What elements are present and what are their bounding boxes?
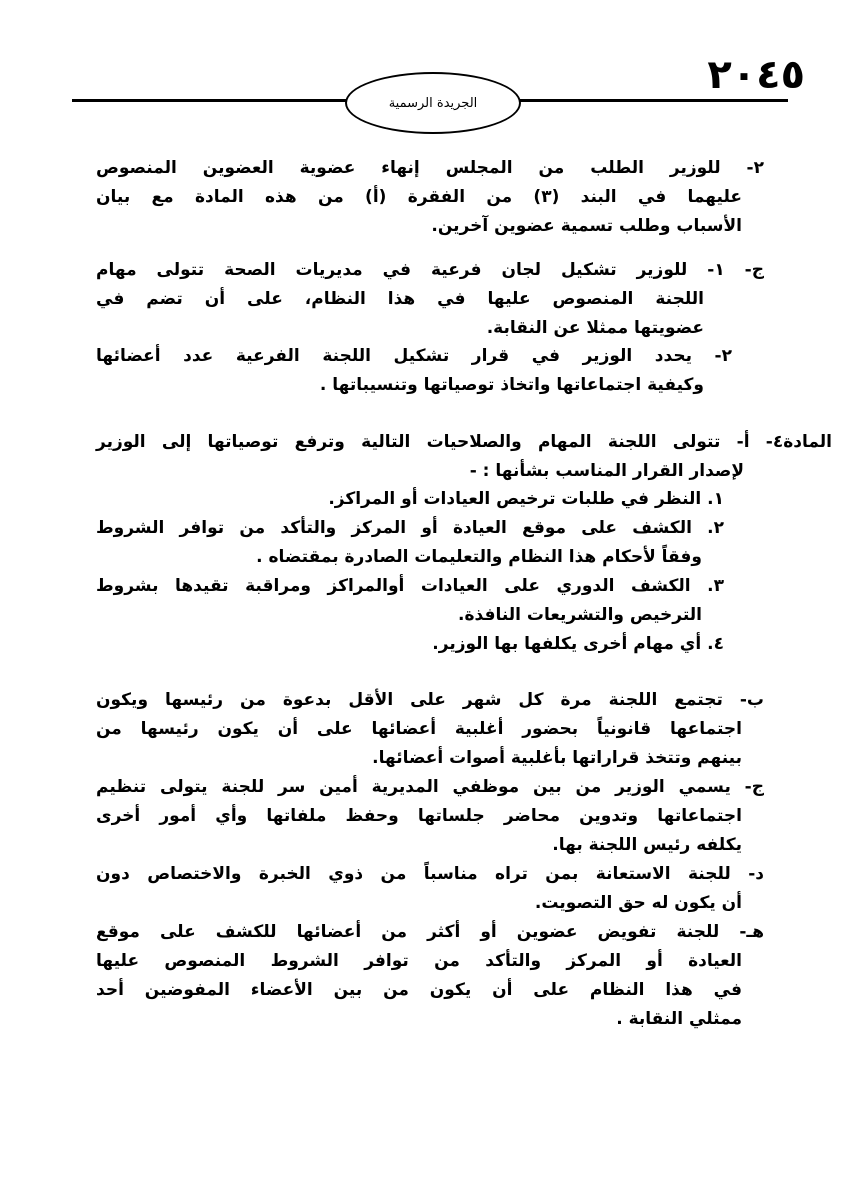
body-text — [96, 0, 832, 1192]
text-line: المادة٤- أ- تتولى اللجنة المهام والصلاحيات التالية وترفع توصياتها إلى الوزير — [96, 432, 832, 452]
text-line: ب- تجتمع اللجنة مرة كل شهر على الأقل بدعوة من رئيسها ويكون — [96, 690, 764, 710]
text-line: يكلفه رئيس اللجنة بها. — [552, 835, 742, 855]
text-line: لإصدار القرار المناسب بشأنها : - — [469, 461, 744, 481]
text-line: عضويتها ممثلا عن النقابة. — [486, 318, 704, 338]
text-line: اجتماعها قانونياً بحضور أغلبية أعضائها على أن يكون رئيسها من — [96, 719, 742, 739]
text-line: ٢- للوزير الطلب من المجلس إنهاء عضوية العضوين المنصوص — [96, 158, 764, 178]
text-line: اجتماعاتها وتدوين محاضر جلساتها وحفظ ملفاتها وأي أمور أخرى — [96, 806, 742, 826]
text-line: اللجنة المنصوص عليها في هذا النظام، على أن تضم في — [96, 289, 704, 309]
text-line: الترخيص والتشريعات النافذة. — [458, 605, 702, 625]
page-number: ٢٠٤٥ — [707, 52, 805, 98]
text-line: ج- ١- للوزير تشكيل لجان فرعية في مديريات الصحة تتولى مهام — [96, 260, 764, 280]
text-line: ٣. الكشف الدوري على العيادات أوالمراكز ومراقبة تقيدها بشروط — [96, 576, 724, 596]
text-line: ١. النظر في طلبات ترخيص العيادات أو المراكز. — [328, 489, 724, 509]
text-line: بينهم وتتخذ قراراتها بأغلبية أصوات أعضائها. — [372, 748, 742, 768]
text-line: ٤. أي مهام أخرى يكلفها بها الوزير. — [432, 634, 724, 654]
text-line: الأسباب وطلب تسمية عضوين آخرين. — [431, 216, 742, 236]
text-line: أن يكون له حق التصويت. — [534, 893, 742, 913]
text-line: هـ- للجنة تفويض عضوين أو أكثر من أعضائها للكشف على موقع — [96, 922, 764, 942]
text-line: العيادة أو المركز والتأكد من توافر الشروط المنصوص عليها — [96, 951, 742, 971]
text-line: د- للجنة الاستعانة بمن تراه مناسباً من ذوي الخبرة والاختصاص دون — [96, 864, 764, 884]
text-line: وفقاً لأحكام هذا النظام والتعليمات الصادرة بمقتضاه . — [256, 547, 702, 567]
text-line: ٢- يحدد الوزير في قرار تشكيل اللجنة الفرعية عدد أعضائها — [96, 346, 732, 366]
masthead-title: الجريدة الرسمية — [388, 95, 478, 111]
text-line: ج- يسمي الوزير من بين موظفي المديرية أمين سر للجنة يتولى تنظيم — [96, 777, 764, 797]
text-line: ٢. الكشف على موقع العيادة أو المركز والتأكد من توافر الشروط — [96, 518, 724, 538]
text-line: وكيفية اجتماعاتها واتخاذ توصياتها وتنسيباتها . — [319, 375, 704, 395]
text-line: عليهما في البند (٣) من الفقرة (أ) من هذه المادة مع بيان — [96, 187, 743, 207]
text-line: ممثلي النقابة . — [616, 1009, 742, 1029]
text-line: في هذا النظام على أن يكون من بين الأعضاء المفوضين أحد — [96, 980, 742, 1000]
